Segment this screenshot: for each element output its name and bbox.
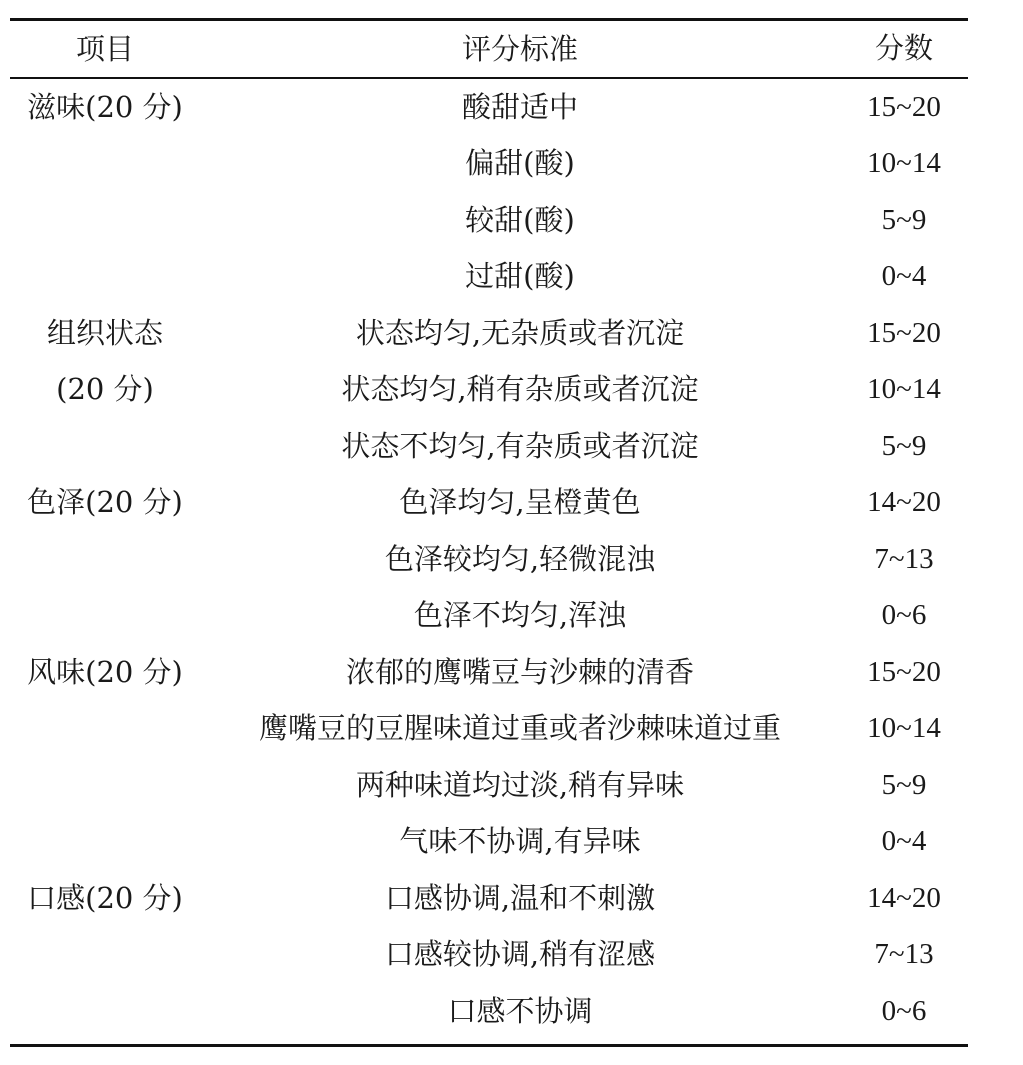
criteria-cell: 色泽均匀,呈橙黄色 — [399, 485, 641, 520]
criteria-cell: 口感不协调 — [447, 993, 593, 1028]
table-row — [10, 644, 968, 701]
table-row — [10, 192, 968, 249]
header-criteria: 评分标准 — [461, 31, 578, 66]
bottom-rule — [10, 1044, 968, 1047]
item-cell: 色泽(20 分) — [27, 485, 183, 520]
header-row — [10, 21, 968, 77]
score-cell: 7~13 — [874, 542, 934, 575]
score-cell: 15~20 — [867, 655, 941, 688]
table-row — [10, 870, 968, 927]
criteria-cell: 状态不均匀,有杂质或者沉淀 — [341, 428, 699, 463]
criteria-cell: 口感协调,温和不刺激 — [384, 880, 656, 915]
criteria-cell: 较甜(酸) — [465, 202, 575, 237]
table-row — [10, 305, 968, 362]
score-cell: 5~9 — [881, 768, 927, 801]
score-cell: 5~9 — [881, 429, 927, 462]
table-body — [10, 79, 968, 1044]
scoring-table — [10, 18, 968, 1047]
table-row — [10, 588, 968, 645]
criteria-cell: 浓郁的鹰嘴豆与沙棘的清香 — [345, 654, 694, 689]
score-cell: 0~6 — [881, 994, 927, 1027]
header-item: 项目 — [75, 31, 134, 66]
item-cell: 风味(20 分) — [27, 654, 183, 689]
criteria-cell: 状态均匀,稍有杂质或者沉淀 — [341, 372, 699, 407]
score-cell: 0~4 — [881, 260, 927, 293]
score-cell: 15~20 — [867, 316, 941, 349]
criteria-cell: 色泽较均匀,轻微混浊 — [384, 541, 656, 576]
table-row — [10, 362, 968, 419]
table-row — [10, 757, 968, 814]
criteria-cell: 色泽不均匀,浑浊 — [413, 598, 627, 633]
score-cell: 7~13 — [874, 938, 934, 971]
criteria-cell: 气味不协调,有异味 — [399, 824, 641, 859]
score-cell: 0~6 — [881, 599, 927, 632]
score-cell: 15~20 — [867, 90, 941, 123]
item-cell: (20 分) — [56, 372, 154, 407]
criteria-cell: 偏甜(酸) — [465, 146, 575, 181]
item-cell: 口感(20 分) — [27, 880, 183, 915]
score-cell: 10~14 — [867, 147, 941, 180]
item-cell: 滋味(20 分) — [27, 89, 183, 124]
criteria-cell: 口感较协调,稍有涩感 — [384, 937, 656, 972]
criteria-cell: 鹰嘴豆的豆腥味道过重或者沙棘味道过重 — [258, 711, 781, 746]
score-cell: 0~4 — [881, 825, 927, 858]
table-row — [10, 531, 968, 588]
item-cell: 组织状态 — [46, 315, 163, 350]
table-row — [10, 983, 968, 1040]
criteria-cell: 状态均匀,无杂质或者沉淀 — [355, 315, 685, 350]
criteria-cell: 两种味道均过淡,稍有异味 — [355, 767, 685, 802]
table-row — [10, 136, 968, 193]
table-row — [10, 79, 968, 136]
table-row — [10, 249, 968, 306]
header-score: 分数 — [874, 32, 933, 65]
score-cell: 14~20 — [867, 881, 941, 914]
criteria-cell: 过甜(酸) — [465, 259, 575, 294]
table-row — [10, 814, 968, 871]
table-row — [10, 927, 968, 984]
score-cell: 14~20 — [867, 486, 941, 519]
score-cell: 5~9 — [881, 203, 927, 236]
table-row — [10, 475, 968, 532]
score-cell: 10~14 — [867, 712, 941, 745]
criteria-cell: 酸甜适中 — [461, 89, 578, 124]
table-row — [10, 418, 968, 475]
score-cell: 10~14 — [867, 373, 941, 406]
table-row — [10, 701, 968, 758]
